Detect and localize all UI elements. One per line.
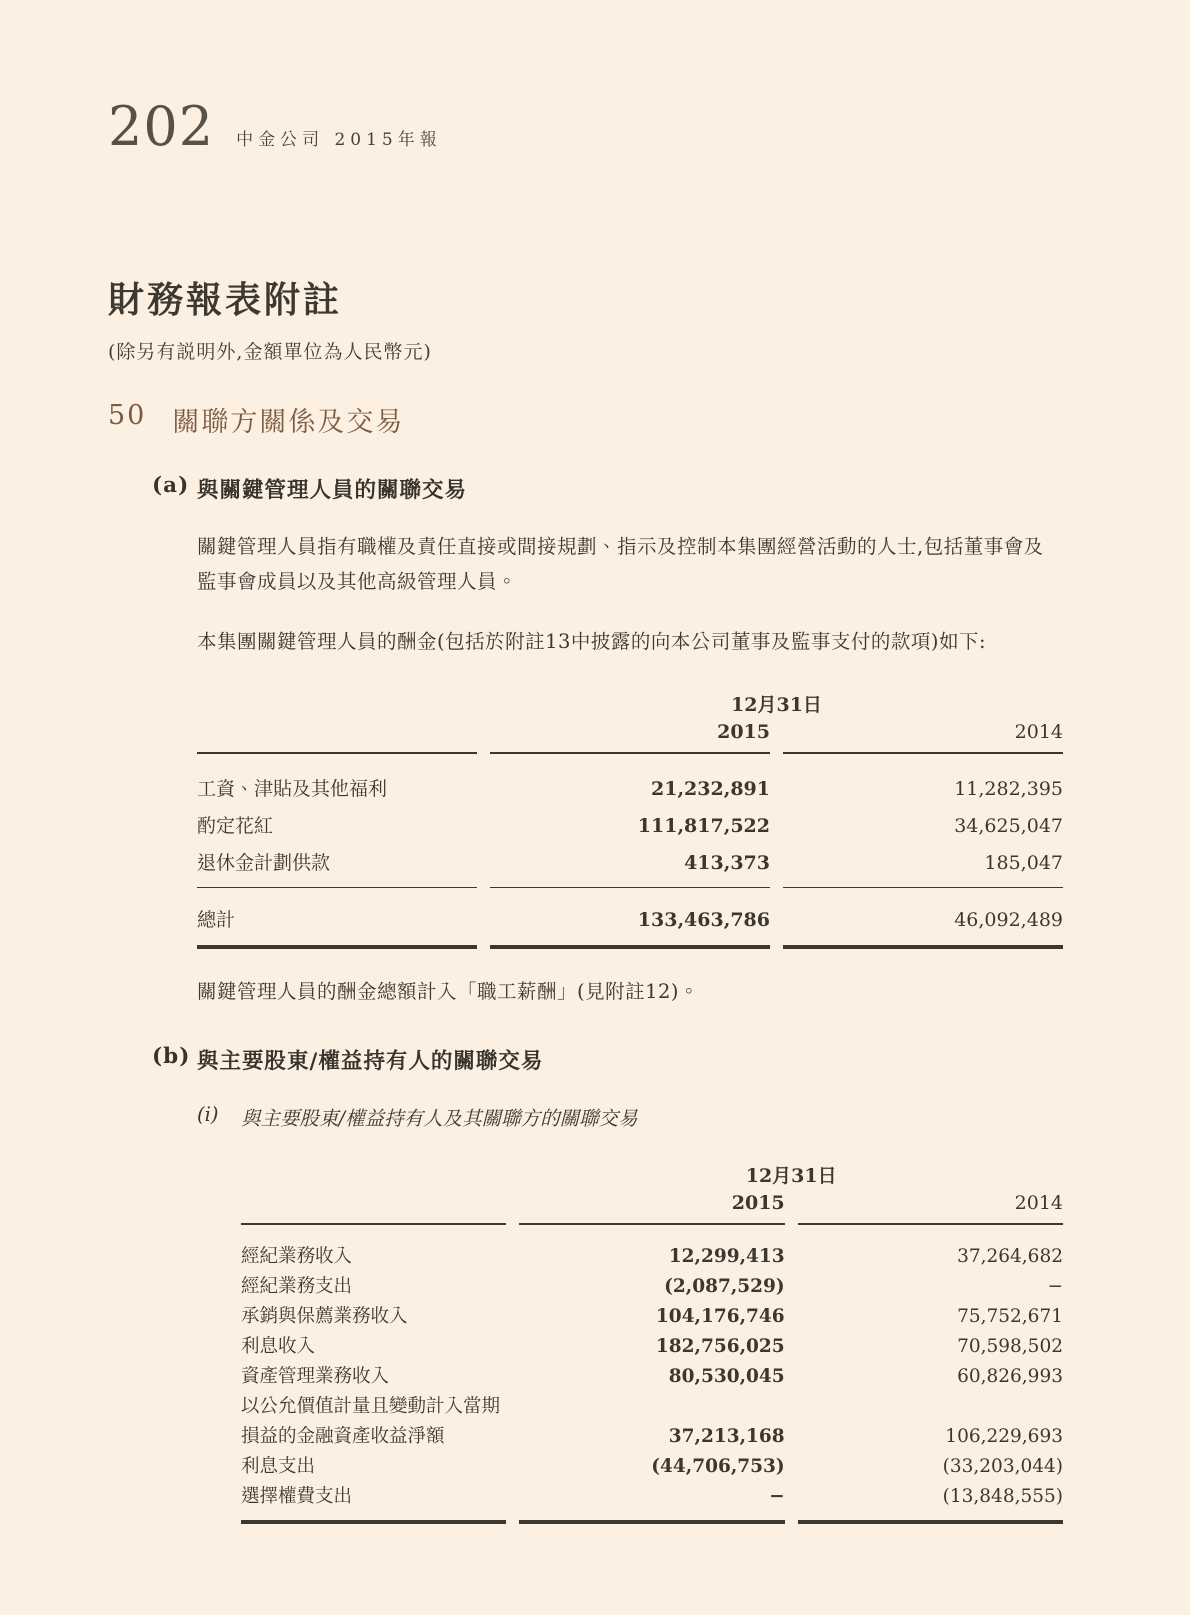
subsection-a-heading (108, 473, 1063, 504)
subsection-b-i-body (241, 1161, 1063, 1524)
document-title: 財務報表附註 (108, 279, 343, 321)
row-label: 酌定花紅 (197, 815, 274, 838)
table-row (241, 1362, 1063, 1392)
company-name: 中金公司 2015年報 (236, 130, 442, 150)
table-footer (197, 888, 1063, 949)
paragraph-key-management-definition: 關鍵管理人員指有職權及責任直接或間接規劃、指示及控制本集團經營活動的人士,包括董事會及監事會成員以及其他高級管理人員。 (197, 535, 1044, 593)
section-title: 關聯方關係及交易 (172, 407, 405, 438)
table-body (241, 1225, 1063, 1524)
row-label: 資產管理業務收入 (241, 1365, 390, 1387)
row-label: 利息收入 (241, 1335, 316, 1357)
paragraph-compensation-note: 關鍵管理人員的酬金總額計入「職工薪酬」(見附註12)。 (197, 979, 700, 1003)
total-label: 總計 (197, 888, 477, 949)
row-value-2015: (44,706,753) (651, 1455, 785, 1477)
shareholder-related-transactions-table (228, 1161, 1076, 1524)
subsection-b-heading (108, 1044, 1063, 1075)
subsection-b-body (197, 1103, 1063, 1524)
table-row (197, 845, 1063, 888)
table-body (197, 754, 1063, 888)
row-value-2015: 12,299,413 (668, 1245, 785, 1267)
row-value-2015: 182,756,025 (655, 1335, 785, 1357)
row-value-2015: 37,213,168 (668, 1425, 785, 1447)
subsection-a-label: (a) (152, 473, 190, 498)
subsection-b-i-title: 與主要股東/權益持有人及其關聯方的關聯交易 (241, 1106, 638, 1130)
table-row (241, 1452, 1063, 1482)
table-header (241, 1161, 1063, 1225)
subsection-a-title: 與關鍵管理人員的關聯交易 (197, 478, 468, 503)
row-value-2014: 75,752,671 (957, 1305, 1063, 1327)
row-value-2015: − (519, 1482, 784, 1524)
row-label: 以公允價值計量且變動計入當期損益的金融資產收益淨額 (241, 1395, 501, 1447)
table-date-header: 12月31日 (745, 1164, 837, 1187)
row-value-2015: 21,232,891 (651, 778, 770, 801)
row-value-2015: 111,817,522 (637, 815, 770, 838)
row-value-2015: 104,176,746 (655, 1305, 785, 1327)
subsection-b-i-label: (i) (197, 1102, 219, 1126)
row-label: 利息支出 (241, 1455, 316, 1477)
table-row (241, 1392, 1063, 1452)
row-value-2015: 413,373 (490, 845, 770, 888)
row-label: 選擇權費支出 (241, 1482, 506, 1524)
subsection-b-i-heading (197, 1103, 1063, 1131)
key-management-compensation-table (184, 690, 1076, 949)
table-row (241, 1332, 1063, 1362)
row-value-2014: 34,625,047 (954, 815, 1063, 838)
row-value-2014: 185,047 (783, 845, 1063, 888)
total-row (197, 888, 1063, 949)
section-number: 50 (108, 400, 147, 431)
paragraph-compensation-intro: 本集團關鍵管理人員的酬金(包括於附註13中披露的向本公司董事及監事支付的款項)如下: (197, 630, 987, 654)
page-number: 202 (108, 95, 215, 158)
table-row (241, 1302, 1063, 1332)
document-subtitle: (除另有説明外,金額單位為人民幣元) (108, 341, 432, 363)
subsection-b (108, 1044, 1063, 1524)
subsection-b-label: (b) (152, 1043, 191, 1069)
total-2015: 133,463,786 (490, 888, 770, 949)
column-header-2014: 2014 (798, 1192, 1063, 1225)
page-header (108, 95, 1063, 158)
subsection-b-title: 與主要股東/權益持有人的關聯交易 (197, 1048, 544, 1074)
table-row (241, 1272, 1063, 1302)
row-value-2015: 80,530,045 (668, 1365, 785, 1387)
column-header-2014: 2014 (783, 721, 1063, 754)
column-header-2015: 2015 (519, 1192, 784, 1225)
table-row (197, 808, 1063, 845)
row-label: 承銷與保薦業務收入 (241, 1305, 408, 1327)
subsection-a (108, 473, 1063, 1010)
table-row (241, 1225, 1063, 1272)
table-row (241, 1482, 1063, 1524)
row-value-2014: − (1047, 1275, 1063, 1297)
table-date-header: 12月31日 (731, 694, 822, 717)
row-value-2014: 11,282,395 (954, 778, 1063, 801)
row-value-2015: (2,087,529) (664, 1275, 785, 1297)
row-value-2014: (33,203,044) (942, 1455, 1063, 1477)
row-label: 工資、津貼及其他福利 (197, 778, 388, 801)
row-value-2014: (13,848,555) (798, 1482, 1063, 1524)
table-header (197, 690, 1063, 754)
section-50-heading (108, 400, 1063, 439)
row-label: 退休金計劃供款 (197, 845, 477, 888)
total-2014: 46,092,489 (783, 888, 1063, 949)
table-row (197, 754, 1063, 808)
row-value-2014: 37,264,682 (957, 1245, 1063, 1267)
row-value-2014: 60,826,993 (957, 1365, 1063, 1387)
row-value-2014: 70,598,502 (957, 1335, 1063, 1357)
column-header-2015: 2015 (490, 721, 770, 754)
row-value-2014: 106,229,693 (945, 1425, 1063, 1447)
row-label: 經紀業務支出 (241, 1275, 353, 1297)
subsection-a-body (197, 530, 1063, 1010)
row-label: 經紀業務收入 (241, 1245, 353, 1267)
